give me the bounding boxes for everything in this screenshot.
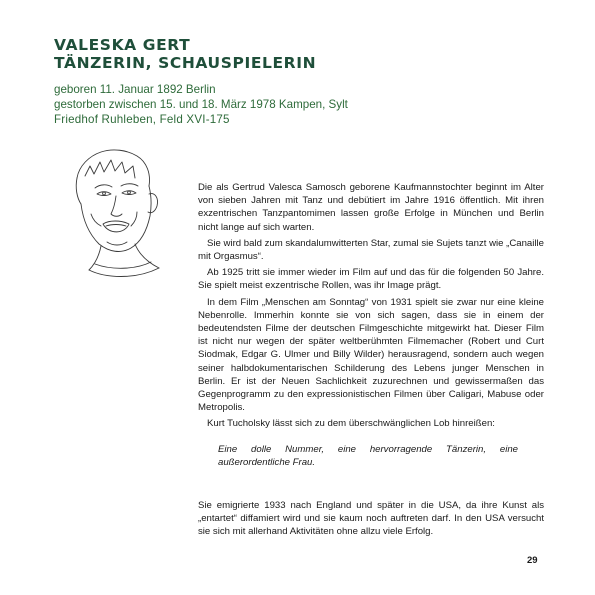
header (54, 36, 554, 127)
paragraph-6: Sie emigrierte 1933 nach England und später in die USA, da ihre Kunst als „entartet“ diffamiert wird und sie kaum noch auftreten darf. In den USA versucht sie sich mit allerhand Aktivitäten ohne allzu viele Erfolg. (198, 500, 544, 538)
paragraph-5: Kurt Tucholsky lässt sich zu dem überschwänglichen Lob hinreißen: (207, 418, 495, 430)
person-name: VALESKA GERT (54, 36, 191, 54)
paragraph-2: Sie wird bald zum skandalumwitterten Star, zumal sie Sujets tanzt wie „Canaille mit Orgasmus“. (198, 237, 544, 263)
article-body (198, 181, 544, 481)
death-info: gestorben zwischen 15. und 18. März 1978 Kampen, Sylt (54, 98, 348, 111)
paragraph-1: Die als Gertrud Valesca Samosch geborene Kaufmannstochter beginnt im Alter von sieben Jahren mit Tanz und debütiert im Jahre 1916 öffentlich. Mit ihren exzentrischen Tanzpantomimen lassen große Erfolge in München und Berlin nicht lange auf sich warten. (198, 182, 544, 233)
birth-info: geboren 11. Januar 1892 Berlin (54, 83, 216, 96)
page-number: 29 (527, 555, 538, 566)
biographical-info (54, 82, 554, 127)
portrait-drawing (55, 138, 170, 288)
paragraph-4: In dem Film „Menschen am Sonntag“ von 1931 spielt sie zwar nur eine kleine Nebenrolle. Immerhin konnte sie von sich sagen, dass sie in einem der bedeutendsten Filme der deutschen Filmgeschichte mitgewirkt hat. Dieser Film ist nicht nur wegen der später weltberühmten Filmemacher (Robert und Curt Siodmak, Edgar G. Ulmer und Billy Wilder) herausragend, sondern auch wegen seiner halbdokumentarischen Schilderung des Lebens junger Menschen in Berlin. Er ist der Neuen Sachlichkeit zuzurechnen und gewissermaßen das Gegenprogramm zu den expressionistischen Filmen über Caligari, Mabuse oder Metropolis. (198, 296, 544, 414)
grave-info: Friedhof Ruhleben, Feld XVI-175 (54, 113, 230, 126)
tucholsky-quote: Eine dolle Nummer, eine hervorragende Tänzerin, eine außerordentliche Frau. (218, 443, 518, 468)
person-profession: TÄNZERIN, SCHAUSPIELERIN (54, 54, 317, 72)
paragraph-3: Ab 1925 tritt sie immer wieder im Film auf und das für die folgenden 50 Jahre. Sie spielt meist exzentrische Rollen, was ihr Image prägt. (198, 267, 544, 292)
